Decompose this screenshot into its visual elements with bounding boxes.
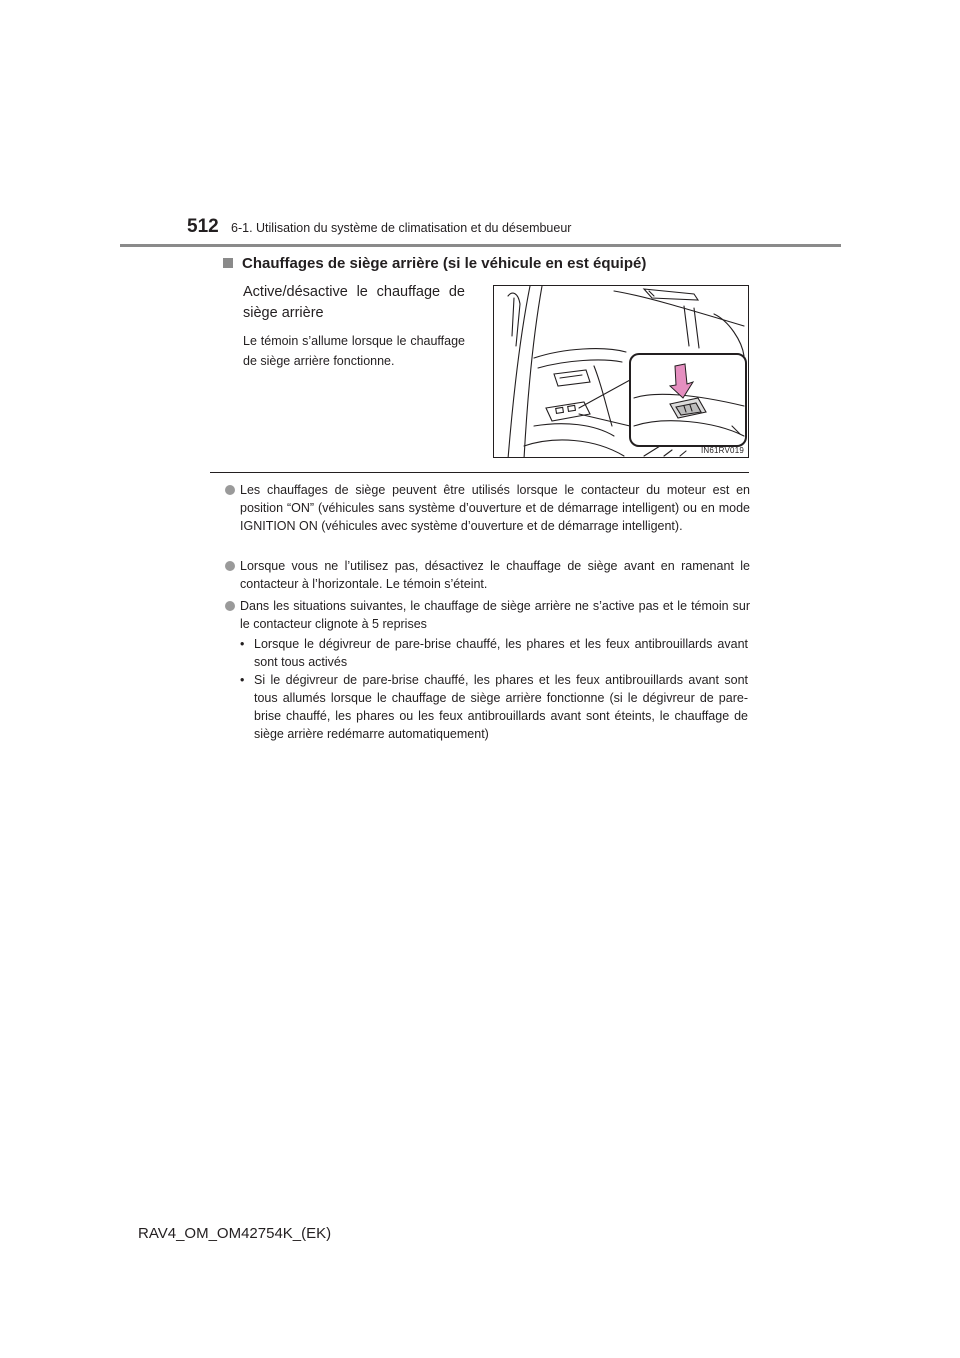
bullet-item — [225, 597, 750, 633]
illustration-drawing — [494, 286, 749, 458]
bullet-text: Dans les situations suivantes, le chauffage de siège arrière ne s’active pas et le témoin sur le contacteur clignote à 5 reprises — [240, 599, 750, 631]
heading-square-icon — [223, 258, 233, 268]
bullet-dot-icon — [225, 561, 235, 571]
header-rule — [120, 244, 841, 247]
footer-model-code: RAV4_OM_OM42754K_(EK) — [138, 1225, 332, 1242]
press-arrow-icon — [670, 364, 693, 398]
sub-bullet-icon: • — [240, 637, 245, 651]
bullet-item — [225, 481, 750, 535]
bullet-dot-icon — [225, 485, 235, 495]
bullet-text: Lorsque vous ne l’utilisez pas, désactivez le chauffage de siège avant en ramenant le contacteur à l’horizontale. Le témoin s’éteint. — [240, 559, 750, 591]
rear-seat-heater-illustration — [493, 285, 749, 458]
bullet-item — [225, 557, 750, 593]
separator-rule — [210, 472, 749, 473]
sub-list-item — [240, 635, 748, 671]
sub-list-text: Lorsque le dégivreur de pare-brise chauffé, les phares et les feux antibrouillards avant sont tous activés — [254, 637, 748, 669]
page-number: 512 — [187, 216, 219, 237]
step-note: Le témoin s’allume lorsque le chauffage de siège arrière fonctionne. — [243, 334, 465, 368]
bullet-text: Les chauffages de siège peuvent être utilisés lorsque le contacteur du moteur est en position “ON” (véhicules sans système d’ouverture et de démarrage intelligent) ou en mode IGNITION ON (véhicules avec système d’ouverture et de démarrage intelligent). — [240, 483, 750, 533]
section-title: 6-1. Utilisation du système de climatisation et du désembueur — [231, 221, 572, 235]
sub-list-text: Si le dégivreur de pare-brise chauffé, les phares et les feux antibrouillards avant sont tous allumés lorsque le chauffage de siège arrière fonctionne (si le dégivreur de pare-brise chauffé, les phares ou les feux antibrouillards avant sont éteints, le chauffage de siège arrière redémarre automatiquement) — [254, 673, 748, 741]
step-text: Active/désactive le chauffage de siège arrière — [243, 284, 465, 321]
figure-code: IN61RV019 — [700, 446, 744, 455]
heading-text: Chauffages de siège arrière (si le véhicule en est équipé) — [242, 255, 647, 272]
sub-list — [240, 635, 748, 743]
bullet-dot-icon — [225, 601, 235, 611]
section-heading — [223, 255, 646, 272]
sub-list-item — [240, 671, 748, 743]
sub-bullet-icon: • — [240, 673, 245, 687]
